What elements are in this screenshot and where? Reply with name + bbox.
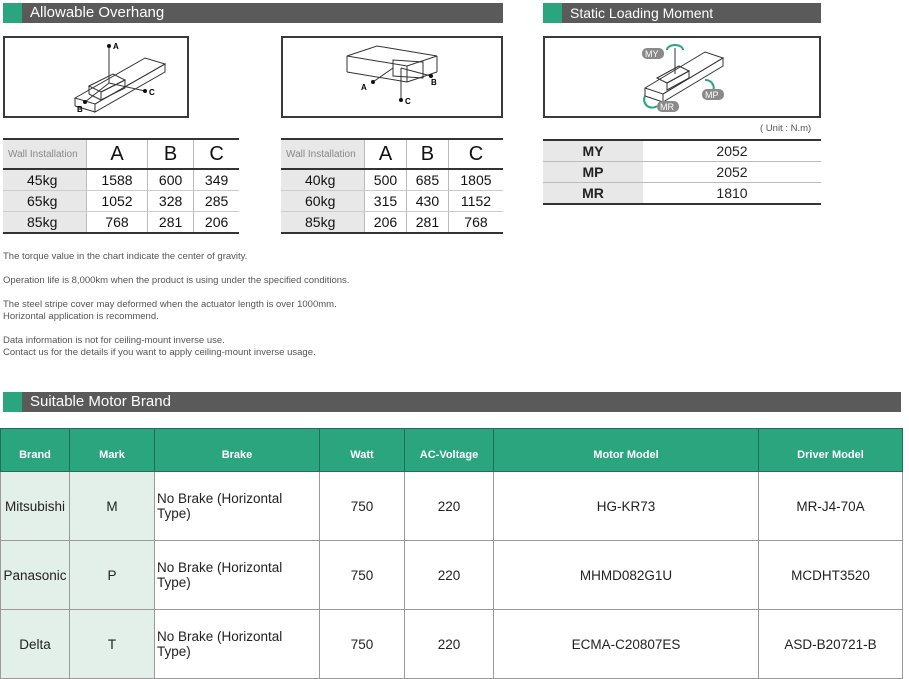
driver-model-cell: MR-J4-70A bbox=[759, 472, 903, 541]
section-header-motor-brand bbox=[3, 392, 901, 412]
overhang-table-2 bbox=[281, 138, 503, 234]
table-cell: 315 bbox=[365, 191, 407, 212]
table-cell: 1588 bbox=[87, 169, 148, 191]
header-motor-model: Motor Model bbox=[494, 429, 759, 472]
table-header-row bbox=[281, 139, 503, 169]
moment-value: 2052 bbox=[643, 162, 821, 183]
row-label: 45kg bbox=[3, 169, 87, 191]
static-moment-table bbox=[543, 139, 821, 205]
header-cell: A bbox=[87, 139, 148, 169]
moment-name: MY bbox=[543, 140, 643, 162]
moment-label-mr: MR bbox=[660, 102, 674, 112]
note-horizontal: Horizontal application is recommend. bbox=[3, 311, 159, 322]
motor-model-cell: MHMD082G1U bbox=[494, 541, 759, 610]
table-header-row bbox=[3, 139, 239, 169]
header-cell: B bbox=[148, 139, 194, 169]
note-ceiling-mount: Data information is not for ceiling-mount inverse use. bbox=[3, 335, 225, 346]
row-label: 85kg bbox=[281, 212, 365, 234]
watt-cell: 750 bbox=[320, 472, 405, 541]
table-cell: 349 bbox=[194, 169, 239, 191]
header-watt: Watt bbox=[320, 429, 405, 472]
table-cell: 600 bbox=[148, 169, 194, 191]
table-cell: 768 bbox=[87, 212, 148, 234]
table-row bbox=[543, 162, 821, 183]
header-driver-model: Driver Model bbox=[759, 429, 903, 472]
section-title: Allowable Overhang bbox=[30, 4, 165, 21]
brand-cell: Mitsubishi bbox=[1, 472, 70, 541]
row-label: 40kg bbox=[281, 169, 365, 191]
actuator-drawing-1 bbox=[5, 38, 187, 116]
table-cell: 768 bbox=[448, 212, 503, 234]
driver-model-cell: MCDHT3520 bbox=[759, 541, 903, 610]
header-cell: C bbox=[194, 139, 239, 169]
brake-cell: No Brake (Horizontal Type) bbox=[155, 541, 320, 610]
header-ac-voltage: AC-Voltage bbox=[405, 429, 494, 472]
section-header-static-moment bbox=[543, 3, 821, 23]
table-cell: 328 bbox=[148, 191, 194, 212]
actuator-moment-drawing bbox=[545, 38, 819, 116]
moment-label-mp: MP bbox=[705, 90, 719, 100]
table-cell: 1152 bbox=[448, 191, 503, 212]
table-header-row bbox=[1, 429, 903, 472]
watt-cell: 750 bbox=[320, 541, 405, 610]
brand-cell: Delta bbox=[1, 610, 70, 679]
voltage-cell: 220 bbox=[405, 472, 494, 541]
point-label-c: C bbox=[149, 88, 155, 97]
row-label: 60kg bbox=[281, 191, 365, 212]
point-label-a: A bbox=[361, 83, 367, 92]
row-label: 65kg bbox=[3, 191, 87, 212]
motor-model-cell: HG-KR73 bbox=[494, 472, 759, 541]
note-operation-life: Operation life is 8,000km when the product is using under the specified conditions. bbox=[3, 275, 350, 286]
header-cell: Wall Installation bbox=[281, 139, 365, 169]
table-cell: 281 bbox=[148, 212, 194, 234]
watt-cell: 750 bbox=[320, 610, 405, 679]
table-row bbox=[3, 169, 239, 191]
overhang-diagram-2 bbox=[281, 36, 503, 118]
point-label-b: B bbox=[431, 78, 437, 87]
table-row bbox=[1, 472, 903, 541]
table-row bbox=[1, 541, 903, 610]
section-title: Static Loading Moment bbox=[570, 5, 714, 21]
mark-cell: P bbox=[70, 541, 155, 610]
unit-label: ( Unit : N.m) bbox=[760, 123, 812, 134]
table-cell: 685 bbox=[406, 169, 448, 191]
voltage-cell: 220 bbox=[405, 541, 494, 610]
moment-name: MP bbox=[543, 162, 643, 183]
brake-cell: No Brake (Horizontal Type) bbox=[155, 472, 320, 541]
point-label-b: B bbox=[77, 105, 83, 114]
actuator-drawing-2 bbox=[283, 38, 501, 116]
note-center-of-gravity: The torque value in the chart indicate the center of gravity. bbox=[3, 251, 248, 262]
note-stripe-cover: The steel stripe cover may deformed when the actuator length is over 1000mm. bbox=[3, 299, 337, 310]
table-cell: 1052 bbox=[87, 191, 148, 212]
static-moment-diagram bbox=[543, 36, 821, 118]
section-accent-tab bbox=[3, 3, 22, 23]
section-title: Suitable Motor Brand bbox=[30, 393, 171, 410]
table-cell: 206 bbox=[194, 212, 239, 234]
table-row bbox=[281, 169, 503, 191]
table-row bbox=[1, 610, 903, 679]
header-cell: C bbox=[448, 139, 503, 169]
overhang-table-1 bbox=[3, 138, 239, 234]
motor-model-cell: ECMA-C20807ES bbox=[494, 610, 759, 679]
header-cell: A bbox=[365, 139, 407, 169]
table-row bbox=[281, 212, 503, 234]
row-label: 85kg bbox=[3, 212, 87, 234]
header-cell: Wall Installation bbox=[3, 139, 87, 169]
table-row bbox=[3, 191, 239, 212]
point-label-a: A bbox=[113, 42, 119, 51]
table-cell: 206 bbox=[365, 212, 407, 234]
moment-label-my: MY bbox=[645, 49, 659, 59]
driver-model-cell: ASD-B20721-B bbox=[759, 610, 903, 679]
point-label-c: C bbox=[405, 97, 411, 106]
table-row bbox=[3, 212, 239, 234]
table-cell: 500 bbox=[365, 169, 407, 191]
moment-value: 1810 bbox=[643, 183, 821, 205]
section-header-allowable-overhang bbox=[3, 3, 503, 23]
moment-name: MR bbox=[543, 183, 643, 205]
header-cell: B bbox=[406, 139, 448, 169]
table-cell: 1805 bbox=[448, 169, 503, 191]
moment-value: 2052 bbox=[643, 140, 821, 162]
voltage-cell: 220 bbox=[405, 610, 494, 679]
brake-cell: No Brake (Horizontal Type) bbox=[155, 610, 320, 679]
table-cell: 285 bbox=[194, 191, 239, 212]
motor-brand-table bbox=[0, 428, 903, 679]
header-mark: Mark bbox=[70, 429, 155, 472]
header-brake: Brake bbox=[155, 429, 320, 472]
header-brand: Brand bbox=[1, 429, 70, 472]
table-row bbox=[543, 183, 821, 205]
overhang-diagram-1 bbox=[3, 36, 189, 118]
table-row bbox=[543, 140, 821, 162]
mark-cell: T bbox=[70, 610, 155, 679]
table-cell: 430 bbox=[406, 191, 448, 212]
mark-cell: M bbox=[70, 472, 155, 541]
section-accent-tab bbox=[543, 3, 562, 23]
section-accent-tab bbox=[3, 392, 22, 412]
table-row bbox=[281, 191, 503, 212]
note-contact: Contact us for the details if you want to apply ceiling-mount inverse usage. bbox=[3, 347, 316, 358]
brand-cell: Panasonic bbox=[1, 541, 70, 610]
table-cell: 281 bbox=[406, 212, 448, 234]
